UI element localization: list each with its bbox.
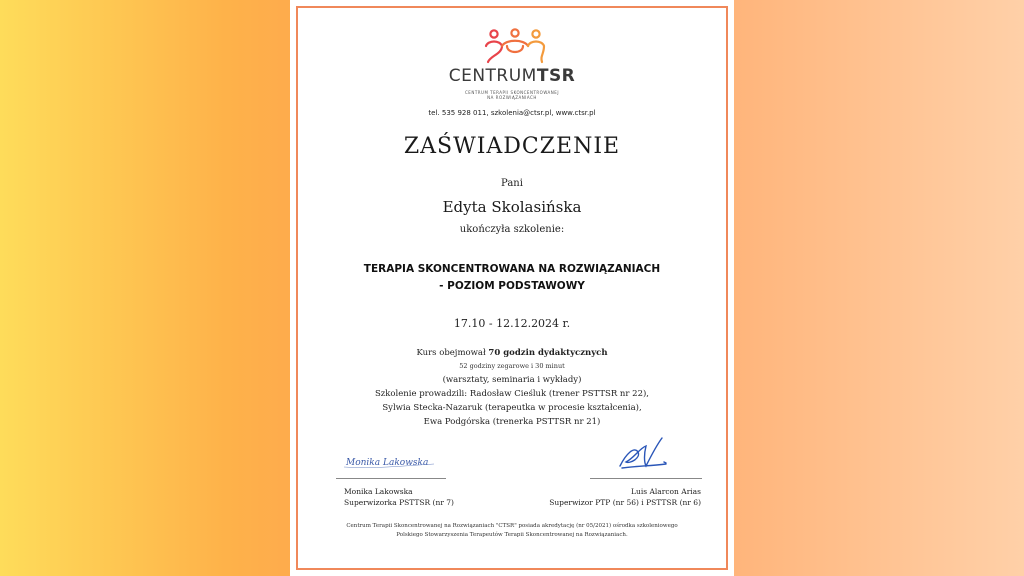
signature-left [342, 452, 438, 470]
trainers-line3: Ewa Podgórska (trenerka PSTTSR nr 21) [423, 417, 601, 427]
signature-left-script: Monika Lakowska [346, 458, 429, 468]
signature-line-left [336, 478, 446, 479]
trainers-line2: Sylwia Stecka-Nazaruk (terapeutka w procesie kształcenia), [382, 403, 642, 413]
course-format: (warsztaty, seminaria i wykłady) [442, 375, 582, 385]
contact-info: tel. 535 928 011, szkolenia@ctsr.pl, www.ctsr.pl [428, 109, 596, 117]
signatory-right [549, 486, 701, 508]
ctsr-logo-icon [480, 28, 550, 64]
certificate [290, 0, 734, 576]
clock-hours: 52 godziny zegarowe i 30 minut [459, 362, 565, 370]
trainers-line1: Szkolenie prowadzili: Radosław Cieśluk (trener PSTTSR nr 22), [374, 389, 650, 399]
course-dates: 17.10 - 12.12.2024 r. [453, 317, 571, 330]
certificate-title: ZAŚWIADCZENIE [403, 134, 621, 159]
signatory-left-role: Superwizorka PSTTSR (nr 7) [344, 498, 454, 507]
signatory-left-name: Monika Lakowska [344, 487, 413, 496]
course-hours [290, 348, 734, 358]
course-details [290, 373, 734, 429]
brand-name [290, 66, 734, 86]
salutation: Pani [501, 178, 523, 189]
brand-bold: TSR [536, 66, 576, 86]
signature-right [616, 432, 676, 472]
recipient-name: Edyta Skolasińska [442, 198, 582, 216]
footer-line2: Polskiego Stowarzyszenia Terapeutów Terapii Skoncentrowanej na Rozwiązaniach. [396, 532, 628, 538]
footer-line1: Centrum Terapii Skoncentrowanej na Rozwiązaniach "CTSR" posiada akredytację (nr 05/2021) ośrodka szkoleniowego [346, 523, 678, 529]
hours-bold: 70 godzin dydaktycznych [488, 348, 608, 358]
brand-subtitle [290, 90, 734, 100]
course-title-line1: TERAPIA SKONCENTROWANA NA ROZWIĄZANIACH [363, 263, 661, 275]
brand-subtitle-line2: NA ROZWIĄZANIACH [487, 95, 537, 100]
course-title [290, 261, 734, 295]
signature-line-right [590, 478, 702, 479]
completed-text: ukończyła szkolenie: [459, 224, 565, 235]
hours-prefix: Kurs obejmował [416, 348, 489, 358]
accreditation-footer [290, 522, 734, 540]
course-title-line2: - POZIOM PODSTAWOWY [439, 280, 585, 292]
signatory-right-role: Superwizor PTP (nr 56) i PSTTSR (nr 6) [549, 498, 701, 507]
signatory-right-name: Luis Alarcon Arias [631, 487, 701, 496]
brand-subtitle-line1: CENTRUM TERAPII SKONCENTROWANEJ [465, 90, 559, 95]
brand-light: CENTRUM [448, 66, 537, 86]
signatory-left [344, 486, 454, 508]
